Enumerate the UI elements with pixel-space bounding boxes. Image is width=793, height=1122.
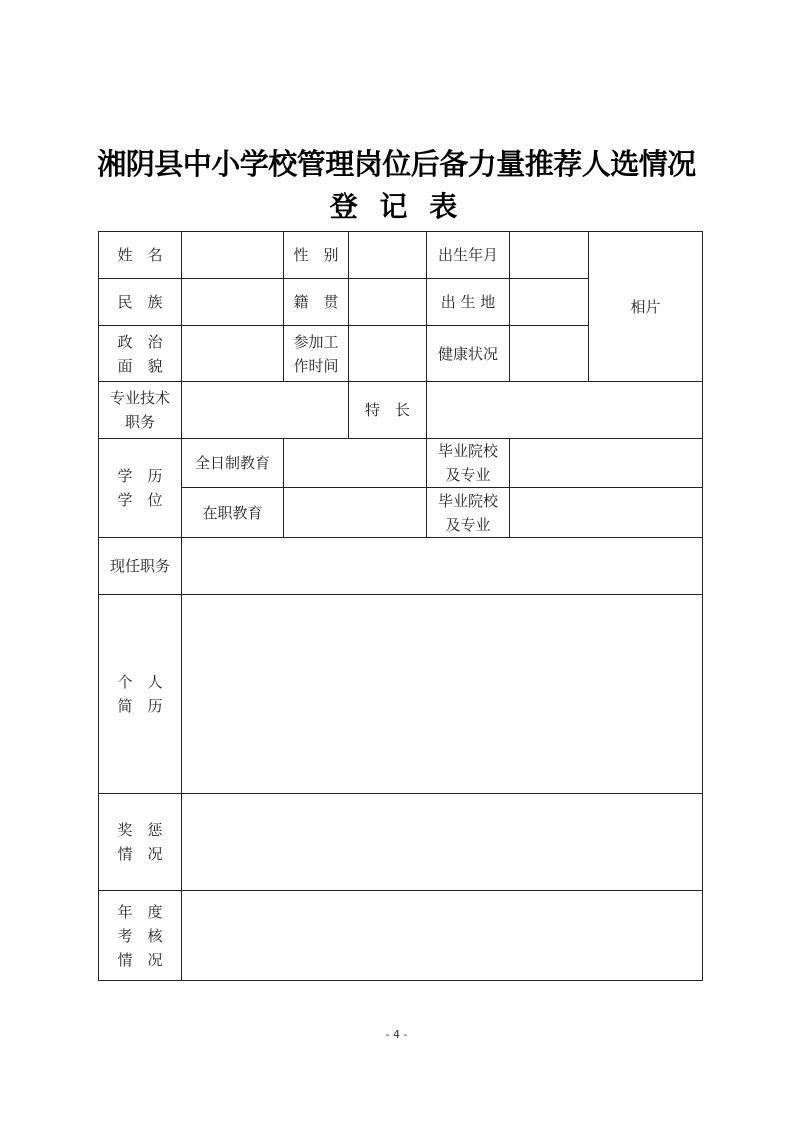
name-label: 姓 名	[117, 246, 163, 264]
fulltime-school-label: 毕业院校 及专业	[437, 442, 498, 484]
rewards-label: 奖 惩 情 况	[117, 821, 163, 863]
ethnicity-field[interactable]	[182, 279, 283, 325]
native-place-field[interactable]	[349, 279, 426, 325]
work-start-label: 参加工 作时间	[293, 332, 339, 375]
ethnicity-label: 民 族	[117, 293, 163, 311]
political-status-field[interactable]	[182, 326, 283, 381]
fulltime-education-label: 全日制教育	[194, 454, 270, 472]
birthplace-field[interactable]	[510, 279, 588, 325]
name-field[interactable]	[182, 232, 283, 278]
birth-date-label: 出生年月	[437, 246, 498, 264]
annual-assessment-field[interactable]	[182, 891, 702, 980]
native-place-label: 籍 贯	[293, 293, 339, 311]
resume-label: 个 人 简 历	[117, 673, 163, 715]
education-label: 学 历 学 位	[117, 467, 163, 509]
work-start-field[interactable]	[349, 326, 426, 381]
inservice-education-field[interactable]	[284, 488, 426, 537]
photo-label: 相片	[630, 297, 661, 316]
document-title: 湘阴县中小学校管理岗位后备力量推荐人选情况	[97, 147, 696, 181]
birthplace-label: 出 生 地	[440, 293, 496, 311]
annual-assessment-label: 年 度 考 核 情 况	[117, 902, 163, 969]
health-label: 健康状况	[437, 344, 498, 363]
specialty-label: 特 长	[364, 401, 410, 419]
fulltime-education-field[interactable]	[284, 439, 426, 487]
document-subtitle: 登 记 表	[329, 190, 464, 223]
professional-title-field[interactable]	[182, 382, 348, 438]
current-post-field[interactable]	[182, 538, 702, 594]
political-status-label: 政 治 面 貌	[117, 332, 163, 375]
gender-field[interactable]	[349, 232, 426, 278]
professional-title-label: 专业技术 职务	[109, 389, 170, 431]
gender-label: 性 别	[293, 246, 339, 264]
specialty-field[interactable]	[427, 382, 702, 438]
birth-date-field[interactable]	[510, 232, 588, 278]
resume-field[interactable]	[182, 595, 702, 793]
rewards-field[interactable]	[182, 794, 702, 890]
inservice-school-field[interactable]	[510, 488, 702, 537]
inservice-education-label: 在职教育	[202, 503, 263, 522]
page-number: - 4 -	[385, 1028, 408, 1041]
fulltime-school-field[interactable]	[510, 439, 702, 487]
inservice-school-label: 毕业院校 及专业	[437, 491, 498, 534]
health-field[interactable]	[510, 326, 588, 381]
photo-box[interactable]	[589, 232, 702, 381]
current-post-label: 现任职务	[109, 557, 170, 575]
